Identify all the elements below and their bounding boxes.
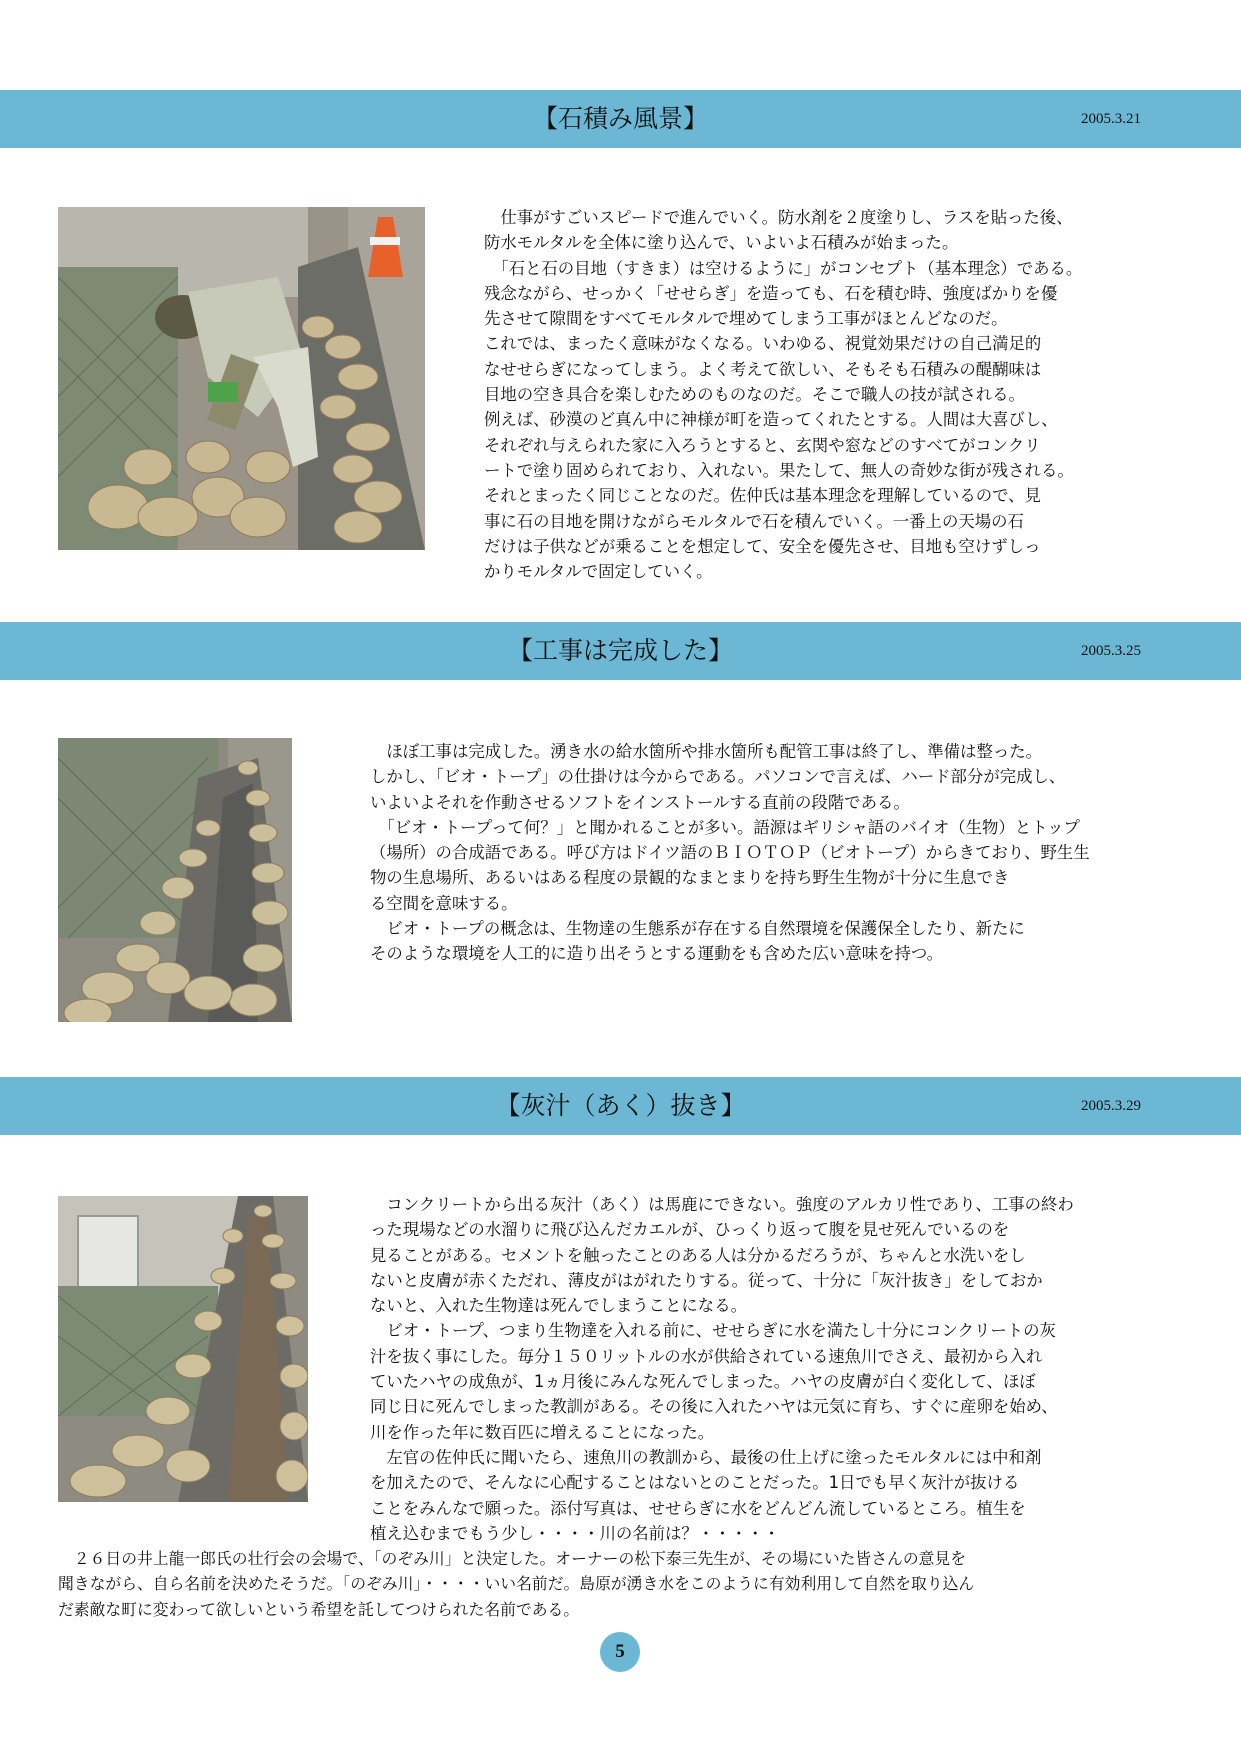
text-line: コンクリートから出る灰汁（あく）は馬鹿にできない。強度のアルカリ性であり、工事の終わ <box>370 1195 1074 1214</box>
text-line: ビオ・トープ、つまり生物達を入れる前に、せせらぎに水を満たし十分にコンクリートの灰 <box>370 1321 1056 1341</box>
text-line: 物の生息場所、あるいはある程度の景観的なまとまりを持ち野生生物が十分に生息でき <box>370 868 1010 888</box>
text-line: 同じ日に死んでしまった教訓がある。その後に入れたハヤは元気に育ち、すぐに産卵を始め、 <box>370 1397 1058 1417</box>
section-body-3-tail <box>58 1546 1198 1622</box>
text-line: 汁を抜く事にした。毎分１５０リットルの水が供給されている速魚川でさえ、最初から入れ <box>370 1346 1043 1366</box>
text-line: そのような環境を人工的に造り出そうとする運動をも含めた広い意味を持つ。 <box>370 944 944 964</box>
section-title: 【石積み風景】 <box>532 104 708 133</box>
section-date: 2005.3.21 <box>1081 111 1141 127</box>
text-line: （場所）の合成語である。呼び方はドイツ語のＢＩＯＴＯＰ（ビオトープ）からきており、野生生 <box>370 843 1090 863</box>
photo-stone-laying <box>58 207 425 550</box>
text-line: かりモルタルで固定していく。 <box>484 562 713 582</box>
text-line: だ素敵な町に変わって欲しいという希望を託してつけられた名前である。 <box>58 1599 580 1619</box>
text-line: を加えたので、そんなに心配することはないとのことだった。1日でも早く灰汁が抜ける <box>370 1473 1020 1493</box>
section-date: 2005.3.29 <box>1081 1098 1141 1114</box>
section-title: 【工事は完成した】 <box>507 636 733 665</box>
text-line: ２６日の井上龍一郎氏の壮行会の会場で、「のぞみ川」と決定した。オーナーの松下泰三先生が、その場にいた皆さんの意見を <box>58 1549 967 1568</box>
text-line: それぞれ与えられた家に入ろうとすると、玄関や窓などのすべてがコンクリ <box>484 435 1041 455</box>
text-line: 例えば、砂漠のど真ん中に神様が町を造ってくれたとする。人間は大喜びし、 <box>484 410 1058 430</box>
section-body-2 <box>370 739 1190 967</box>
text-line: ていたハヤの成魚が、1ヵ月後にみんな死んでしまった。ハヤの皮膚が白く変化して、ほぼ <box>370 1372 1036 1392</box>
text-line: 防水モルタルを全体に塗り込んで、いよいよ石積みが始まった。 <box>484 233 959 253</box>
text-line: だけは子供などが乗ることを想定して、安全を優先させ、目地も空けずしっ <box>484 536 1041 556</box>
text-line: ビオ・トープの概念は、生物達の生態系が存在する自然環境を保護保全したり、新たに <box>370 919 1025 939</box>
text-line: いよいよそれを作動させるソフトをインストールする直前の段階である。 <box>370 792 910 812</box>
text-line: 仕事がすごいスピードで進んでいく。防水剤を２度塗りし、ラスを貼った後、 <box>484 208 1073 227</box>
text-line: ートで塗り固められており、入れない。果たして、無人の奇妙な街が残される。 <box>484 460 1074 480</box>
photo-completed-channel <box>58 738 292 1022</box>
section-title: 【灰汁（あく）抜き】 <box>495 1091 746 1120</box>
text-line: 事に石の目地を開けながらモルタルで石を積んでいく。一番上の天場の石 <box>484 511 1024 531</box>
photo-water-flushing <box>58 1196 308 1502</box>
text-line: 川を作った年に数百匹に増えることになった。 <box>370 1422 715 1442</box>
text-line: る空間を意味する。 <box>370 893 518 913</box>
text-line: った現場などの水溜りに飛び込んだカエルが、ひっくり返って腹を見せ死んでいるのを <box>370 1220 1010 1240</box>
text-line: 「石と石の目地（すきま）は空けるように」がコンセプト（基本理念）である。 <box>484 258 1083 278</box>
text-line: ほぼ工事は完成した。湧き水の給水箇所や排水箇所も配管工事は終了し、準備は整った。 <box>370 742 1043 761</box>
page-number: 5 <box>600 1632 640 1672</box>
section-header-3 <box>0 1077 1241 1135</box>
text-line: 残念ながら、せっかく「せせらぎ」を造っても、石を積む時、強度ばかりを優 <box>484 283 1058 303</box>
text-line: 聞きながら、自ら名前を決めたそうだ。「のぞみ川」・・・・いい名前だ。島原が湧き水をこのように有効利用して自然を取り込ん <box>58 1574 975 1594</box>
text-line: 目地の空き具合を楽しむためのものなのだ。そこで職人の技が試される。 <box>484 385 1025 405</box>
text-line: 植え込むまでもう少し・・・・川の名前は？・・・・・ <box>370 1523 780 1543</box>
text-line: ないと皮膚が赤くただれ、薄皮がはがれたりする。従って、十分に「灰汁抜き」をしておか <box>370 1270 1043 1290</box>
section-body-1 <box>484 205 1184 584</box>
text-line: 「ビオ・トープって何？」と聞かれることが多い。語源はギリシャ語のバイオ（生物）とトップ <box>370 817 1080 837</box>
text-line: ないと、入れた生物達は死んでしまうことになる。 <box>370 1296 747 1316</box>
text-line: ことをみんなで願った。添付写真は、せせらぎに水をどんどん流しているところ。植生を <box>370 1498 1026 1518</box>
section-date: 2005.3.25 <box>1081 643 1141 659</box>
text-line: それとまったく同じことなのだ。佐仲氏は基本理念を理解しているので、見 <box>484 486 1041 506</box>
text-line: 左官の佐仲氏に聞いたら、速魚川の教訓から、最後の仕上げに塗ったモルタルには中和剤 <box>370 1447 1042 1467</box>
text-line: 先させて隙間をすべてモルタルで埋めてしまう工事がほとんどなのだ。 <box>484 309 1008 329</box>
text-line: 見ることがある。セメントを触ったことのある人は分かるだろうが、ちゃんと水洗いをし <box>370 1245 1026 1265</box>
section-body-3 <box>370 1192 1190 1546</box>
section-header-1 <box>0 90 1241 148</box>
text-line: なせせらぎになってしまう。よく考えて欲しい、そもそも石積みの醍醐味は <box>484 359 1042 379</box>
section-header-2 <box>0 622 1241 680</box>
text-line: しかし、「ビオ・トープ」の仕掛けは今からである。パソコンで言えば、ハード部分が完成し、 <box>370 767 1066 787</box>
text-line: これでは、まったく意味がなくなる。いわゆる、視覚効果だけの自己満足的 <box>484 334 1042 354</box>
